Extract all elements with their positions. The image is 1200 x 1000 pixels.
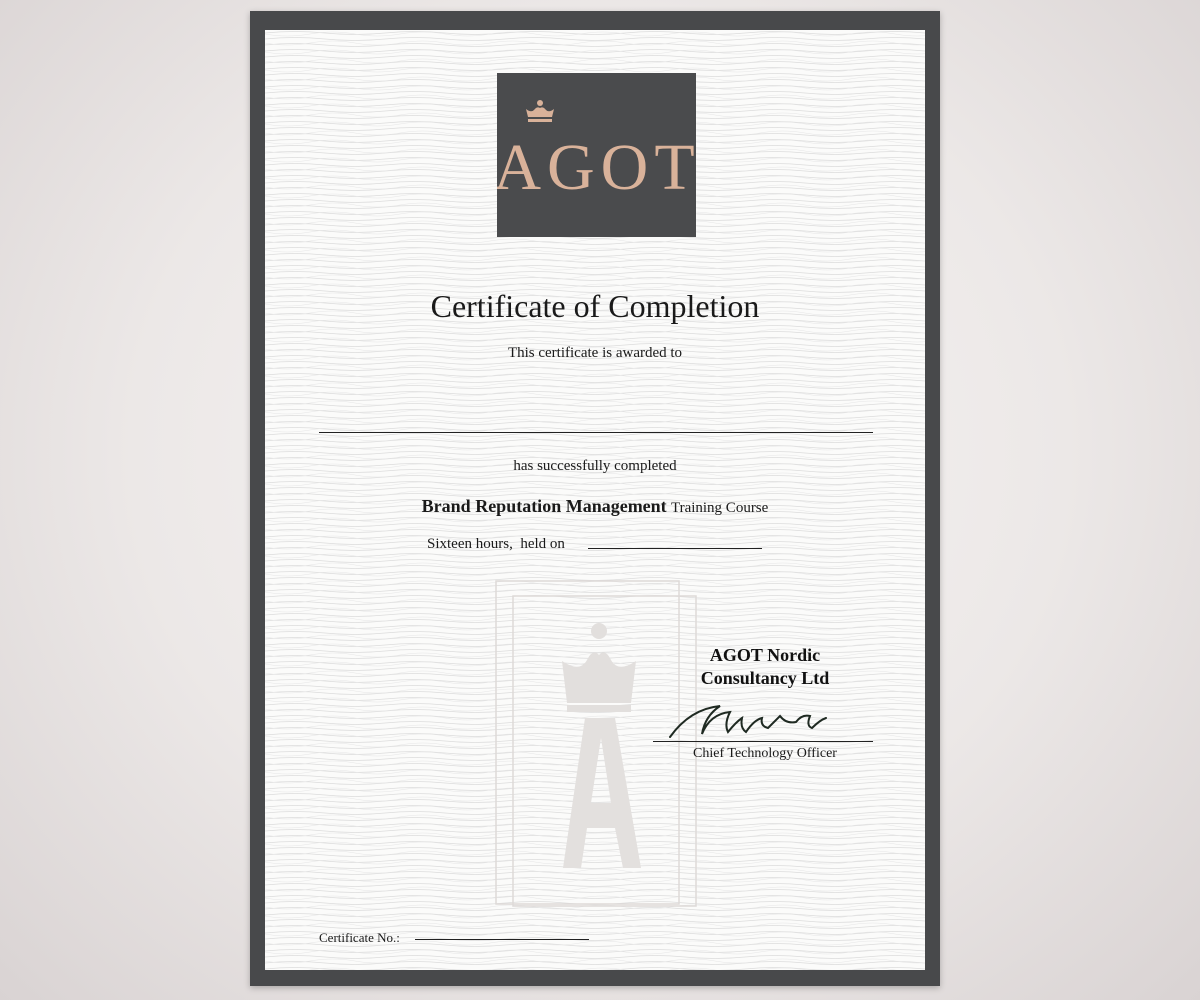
agot-logo xyxy=(497,73,696,237)
certificate-no-label: Certificate No.: xyxy=(319,930,400,945)
company-name: AGOT Nordic Consultancy Ltd xyxy=(700,645,830,688)
course-suffix: Training Course xyxy=(670,500,769,516)
logo-wordmark: AGOT xyxy=(497,131,696,204)
certificate-no-line xyxy=(415,939,589,940)
awarded-to-text: This certificate is awarded to xyxy=(507,345,683,361)
watermark-letter-a xyxy=(563,718,641,868)
course-line xyxy=(265,496,925,517)
crown-icon xyxy=(526,100,554,132)
crown-icon xyxy=(562,623,636,712)
date-line xyxy=(588,548,762,549)
certificate-title: Certificate of Completion xyxy=(430,288,760,324)
signature xyxy=(650,694,880,744)
logo-box xyxy=(497,73,696,237)
signatory-title: Chief Technology Officer xyxy=(693,746,837,761)
certificate-paper xyxy=(265,30,925,970)
completed-text: has successfully completed xyxy=(513,458,677,474)
course-name: Brand Reputation Management xyxy=(421,496,667,516)
recipient-name-line xyxy=(319,432,873,433)
hours-text: Sixteen hours, held on xyxy=(427,536,565,552)
signature-line xyxy=(653,741,873,742)
